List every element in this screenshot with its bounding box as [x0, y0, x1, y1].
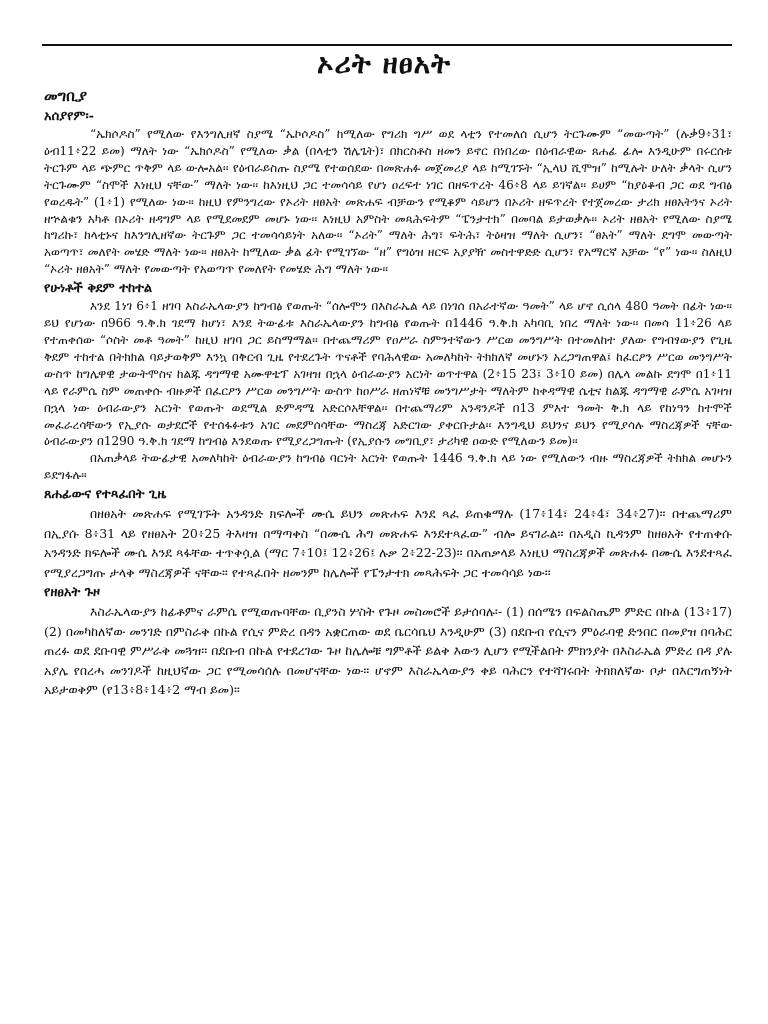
section-heading-introduction: መግቢያ [44, 87, 88, 105]
page-title: ኦሪት ዘፀአት [317, 47, 451, 80]
paragraph-authorship: በዘፀአት መጽሐፍ የሚገኙት አንዳንድ ክፍሎች ሙሴ ይህን መጽሐፍ እንደ ጻፈ ይጠቁማሉ (17፥14፣ 24፥4፣ 34፥27)፡፡ በተጨማሪም በኢያሱ 8፥31 ላይ የዘፀአት 20፥25 ትእዛዝ በማጣቀስ “በሙሴ ሕግ መጽሐፍ እንደተጻፈው” ብሎ ይናገራል፡፡ በአዲስ ኪዳንም ከዘፀአት የተጠቀሱ አንዳንድ ክፍሎች ሙሴ እንደ ጻፋቸው ተጥቅሷል (ማር 7፥10፤ 12፥26፤ ሉቃ 2፥22-23)፡፡ በአጠቃላይ እነዚህ ማስረጃዎች መጽሐፉ በሙሴ እንደተጻፈ የሚያረጋግጡ ታላቅ ማስረጃዎች ናቸው፡፡ የተጻፈበት ዘመንም ከሌሎች የፔንታተክ መጻሕፍት ጋር ተመሳሳይ ነው፡፡ [44, 506, 732, 580]
paragraph-naming: “ኤክሶዶስ” የሚለው የእንግሊዘኛ ስያሜ “ኤኮሶዶስ” ከሚለው የግሪክ ግሥ ወደ ላቲን የተመለሰ ሲሆን ትርጉሙም “መውጣት” (ሉቃ9፥31፣ ዕብ11፥22 ይመ) ማለት ነው “ኤክሶዶስ” የሚለው ቃል (በላቲን ሽሌጌት)፣ በክርስቶስ ዘመን ይኖር በነበረው በዕብራዊው ጸሐፊ ፊሎ እንዲሁም በሩርሰቱ ትርጉም ላይ ጭምር ጥቅም ላይ ውሎአል፡፡ የዕብራይስጡ ስያሜ የተወሰደው በመጽሐፉ መጀመሪያ ላይ ከሚገኙት “ኢላህ ሺሞዝ” ከሚሉት ሁለት ቃላት ሲሆን ትርጉሙም “ስሞች እነዚህ ናቸው” ማለት ነው፡፡ ከእነዚህ ጋር ተመሳሳይ የሆነ ዐረፍተ ነገር በዘፍጥረት 46፥8 ላይ ይገኛል፡፡ ይሀም “ከያዕቆብ ጋር ወደ ግብፅ የወረዱት” (1፥1) የሚለው ነው፡፡ ከዚህ የምንግረው የኦሪት ዘፀአት መጽሐፍ ብቻውን የሚቆም ሳይሆን በኦሪት ዘፍጥረት የተጀመረው ታሪክ ዘፀአትንና ኦሪት ዘኍልቁን አካቶ በኦሪት ዘዳግም ላይ የሚደመደም መሆኑ ነው፡፡ እነዚህ አምስት መጻሕፍትም “ፔንታተክ” በመባል ይታወቃሉ፡፡ ኦሪት ዘፀአት የሚለው ስያሜ ከግሪኩ፣ ከላቲኑና ከእንግሊዘኛው ትርጉም ጋር ተመሳሳይነት አለው፡፡ “ኦሪት” ማለት ሕግ፣ ፍትሕ፣ ትዕዛዝ ማለት ሲሆን፣ “ፀአት” ማለት ደግሞ መውጣት አወጣጥ፣ መለየት መሄድ ማለት ነው፡፡ ዘፀአት ከሚለው ቃል ፊት የሚገኘው “ዘ” የግዕዝ ዘርፍ አያያዥ መስተዋድድ ሲሆን፣ የአማርኛ አቻው “የ” ነው፡፡ ስለዚህ “ኦሪት ዘፀአት” ማለት የመውጣት የአወጣጥ የመለየት የመሄድ ሕግ ማለት ነው፡፡ [44, 127, 732, 277]
paragraph-exodus-route: እስራኤላውያን ከፊቶምና ራምሴ የሚወጡባቸው ቢያንስ ሦስት የጉዞ መስመሮች ይታሰባሉ፡- (1) በሰሜን በፍልስጤም ምድር በኩል (13፥17) (2) በመካከለኛው መንገድ በምስራቅ በኩል የሲና ምድረ በዳን አቋርጠው ወደ ቤርሳቤህ እንዲሁም (3) በደቡብ የሲናን ምዕራባዊ ድንበር በመያዝ በባሕር ጠረፉ ወደ ደቡባዊ ምሥራቅ መጓዝ፡፡ በደቡብ በኩል የተደረገው ጉዞ ከሌሎቹ ግምቶች ይልቅ እውን ሊሆን የሚችልበት ምክንያት በእስራኤል ምድረ በዳ ያሉ አያሌ የበረሓ መንገዶች ከዚህኛው ጋር የሚመሳሰሉ በመሆናቸው ነው፡፡ ሆኖም እስራኤላውያን ቀይ ባሕርን የተሻገሩበት ትክክለኛው ቦታ በእርግጠኝነት አይታወቅም (የ13፥8፥14፥2 ማብ ይመ)፡፡ [44, 604, 732, 698]
subsection-heading-authorship: ጸሐፊውና የተጻፈበት ጊዜ [44, 487, 167, 503]
document-body [44, 86, 732, 700]
paragraph-chronology: እንደ 1ነገ 6፥1 ዘገባ እስራኤላውያን ከግብፅ የወጡት “ሰሎሞን በእስራኤል ላይ በነገሰ በአራተኛው ዓመት” ላይ ሆኖ ሲሰላ 480 ዓመት በፊት ነው፡፡ ይህ የሆነው በ966 ዓ.ቅ.ክ ገደማ ከሆነ፣ እንደ ትውፊቱ እስራኤላውያን ከግብፅ የወጡት በ1446 ዓ.ቅ.ክ አካባቢ ነበረ ማለት ነው፡፡ በመሳ 11፥26 ላይ የተጠቀሰው “ሶስት መቶ ዓመት” ከዚህ ዘገባ ጋር ይስማማል፡፡ በተጨማሪም የዐሥራ ስምንተኛውን ሥርወ መንግሥት በተመለከተ ያለው የግብፃውያን የጊዜ ቅደም ተከተል በትክክል ባይታወቅም እንኳ በቅርብ ጊዜ የተደረጉት ጥናቶች የባሕላዊው አመለካከት ትክክለኛ መሆኑን አረጋግጠዋል፤ ከፈርዖን ሥርወ መንግሥት ውስጥ ከግሌዋዊ ታውትሞስና ከልጁ ዳግማዊ አሙዋቴፕ አገዛዝ በኋላ ዕብራውያን አርነት ወጥተዋል (2፥15 23፤ 3፥10 ይመ) በሌላ መልኩ ደግሞ በ1፥11 ላይ የራምሴ ስም መጠቀሱ ብዙዎች በፈርዖን ሥርወ መንግሥት ውስጥ ከዐሥራ ዘጠነኛቹ መንግሥታት ማለትም ከቀዳማዊ ሴቲና ከልጁ ዳግማዊ ራምሴ አገዛዝ በኋላ ነው ዕብራውያን አርነት የወጡት ወደሚል ድምዳሜ አድርሶአቸዋል፡፡ በተጨማሪም አንዳንዶች በ13 ምእተ ዓመት ቅ.ክ ላይ የከነዓን ከተሞች መፈራረሳቸውን የኢያሱ ወታደሮች የተሰፋፉቱን አገር መደምሰሳቸው ማስረጃ አድርገው ያቀርቡታል፡፡ እንግዲህ ይህንና ይህን የሚያሳሉ ማስረጃዎች ናቸው ዕብራውያን በ1290 ዓ.ቅ.ክ ገደማ ከግብፅ እንደወጡ የሚያረጋግጡት (የኢያሱን መግቢያ፣ ታሪካዊ ዐውድ የሚለውን ይመ)፡፡ [44, 299, 732, 449]
subsection-heading-exodus-route: የዘፀአት ጉዞ [44, 585, 101, 601]
subsection-heading-naming: አሰያየም፡- [44, 109, 95, 124]
paragraph-chronology-summary: በአጠቃላይ ትውፊታዊ አመለካከት ዕብራውያን ከግብፅ ባርነት አርነት የወጡት 1446 ዓ.ቅ.ክ ላይ ነው የሚለውን ብዙ ማስረጃዎች ትክክል መሆኑን ይደግፋሉ፡፡ [44, 451, 732, 483]
subsection-heading-chronology: የሁነቶች ቅደም ተከተል [44, 281, 153, 297]
